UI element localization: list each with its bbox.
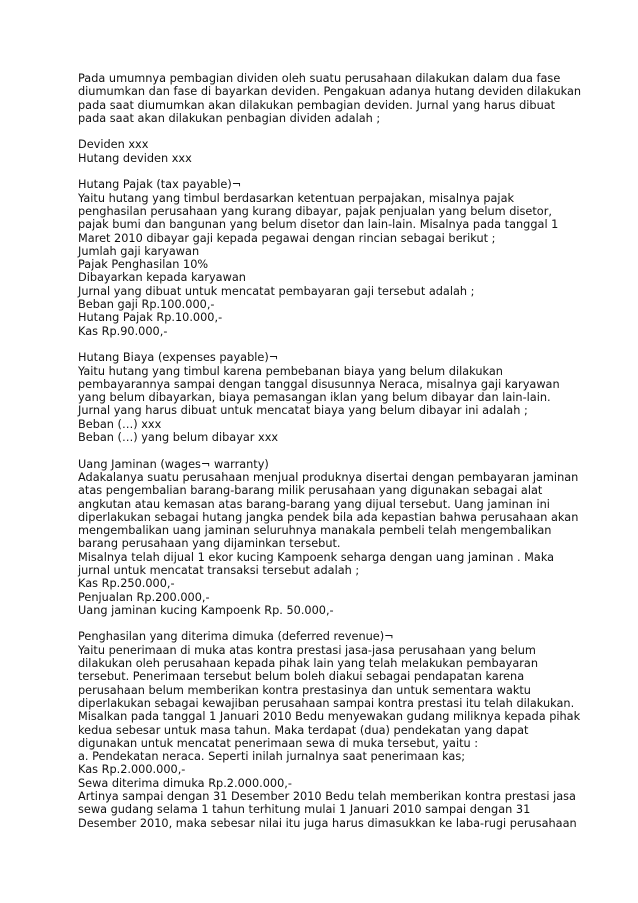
text-line: diperlakukan sebagai kewajiban perusahaan sampai kontra prestasi itu telah dilakukan. xyxy=(78,696,575,710)
text-line: Misalkan pada tanggal 1 Januari 2010 Bedu menyewakan gudang miliknya kepada pihak xyxy=(78,710,581,724)
journal-line: Kas Rp.250.000,- xyxy=(78,577,175,591)
text-line: Artinya sampai dengan 31 Desember 2010 Bedu telah memberikan kontra prestasi jasa xyxy=(78,790,576,804)
text-line: jurnal untuk mencatat transaksi tersebut adalah ; xyxy=(78,563,360,577)
journal-line: Kas Rp.90.000,- xyxy=(78,324,168,338)
text-line: Jumlah gaji karyawan xyxy=(78,244,200,258)
section-heading: Penghasilan yang diterima dimuka (deferred revenue)¬ xyxy=(78,630,394,644)
text-line: Yaitu hutang yang timbul berdasarkan ketentuan perpajakan, misalnya pajak xyxy=(78,191,515,205)
journal-line: Beban (…) xxx xyxy=(78,417,162,431)
text-line: sewa gudang selama 1 tahun terhitung mulai 1 Januari 2010 sampai dengan 31 xyxy=(78,803,531,817)
text-line: diumumkan dan fase di bayarkan deviden. Pengakuan adanya hutang deviden dilakukan xyxy=(78,85,582,99)
tax-payable-section xyxy=(78,178,568,338)
section-heading: Uang Jaminan (wages¬ warranty) xyxy=(78,457,269,471)
text-line: atas pengembalian barang-barang milik perusahaan yang digunakan sebagai alat xyxy=(78,484,543,498)
text-line: pembayarannya sampai dengan tanggal disusunnya Neraca, misalnya gaji karyawan xyxy=(78,377,560,391)
journal-line: Hutang deviden xxx xyxy=(78,151,192,165)
text-line: Jurnal yang harus dibuat untuk mencatat biaya yang belum dibayar ini adalah ; xyxy=(78,404,528,418)
journal-line: Sewa diterima dimuka Rp.2.000.000,- xyxy=(78,776,292,790)
text-line: Maret 2010 dibayar gaji kepada pegawai dengan rincian sebagai berikut ; xyxy=(78,231,496,245)
paragraph-gap xyxy=(78,617,568,630)
paragraph-gap xyxy=(78,125,568,138)
text-line: a. Pendekatan neraca. Seperti inilah jurnalnya saat penerimaan kas; xyxy=(78,750,466,764)
text-line: tersebut. Penerimaan tersebut belum boleh diakui sebagai pendapatan karena xyxy=(78,670,525,684)
text-line: yang belum dibayarkan, biaya pemasangan iklan yang belum dibayar dan lain-lain. xyxy=(78,391,551,405)
text-line: pada saat akan dilakukan penbagian dividen adalah ; xyxy=(78,111,381,125)
section-heading: Hutang Pajak (tax payable)¬ xyxy=(78,178,242,192)
section-heading: Hutang Biaya (expenses payable)¬ xyxy=(78,351,279,365)
journal-line: Penjualan Rp.200.000,- xyxy=(78,590,210,604)
text-line: barang perusahaan yang dijaminkan tersebut. xyxy=(78,537,341,551)
text-line: Pada umumnya pembagian dividen oleh suatu perusahaan dilakukan dalam dua fase xyxy=(78,72,561,85)
text-line: digunakan untuk mencatat penerimaan sewa di muka tersebut, yaitu : xyxy=(78,736,479,750)
paragraph-gap xyxy=(78,444,568,457)
journal-line: Hutang Pajak Rp.10.000,- xyxy=(78,311,223,325)
text-line: Yaitu penerimaan di muka atas kontra prestasi jasa-jasa perusahaan yang belum xyxy=(78,643,536,657)
journal-line: Kas Rp.2.000.000,- xyxy=(78,763,186,777)
expenses-payable-section xyxy=(78,351,568,444)
deferred-revenue-section xyxy=(78,630,581,830)
text-line: pajak bumi dan bangunan yang belum disetor dan lain-lain. Misalnya pada tanggal 1 xyxy=(78,218,559,232)
intro-paragraph xyxy=(78,72,582,125)
text-line: kedua sebesar untuk masa tahun. Maka terdapat (dua) pendekatan yang dapat xyxy=(78,723,529,737)
text-line: diperlakukan sebagai hutang jangka pendek bila ada kepastian bahwa perusahaan akan xyxy=(78,510,579,524)
text-line: Adakalanya suatu perusahaan menjual produknya disertai dengan pembayaran jaminan xyxy=(78,470,579,484)
text-line: Pajak Penghasilan 10% xyxy=(78,258,209,272)
text-line: pada saat diumumkan akan dilakukan pembagian deviden. Jurnal yang harus dibuat xyxy=(78,98,556,112)
paragraph-gap xyxy=(78,338,568,351)
journal-line: Beban gaji Rp.100.000,- xyxy=(78,298,215,312)
text-line: Jurnal yang dibuat untuk mencatat pembayaran gaji tersebut adalah ; xyxy=(78,284,475,298)
journal-line: Uang jaminan kucing Kampoenk Rp. 50.000,- xyxy=(78,603,334,617)
text-line: mengembalikan uang jaminan seluruhnya manakala pembeli telah mengembalikan xyxy=(78,524,552,538)
text-line: Misalnya telah dijual 1 ekor kucing Kampoenk seharga dengan uang jaminan . Maka xyxy=(78,550,555,564)
paragraph-gap xyxy=(78,165,568,178)
text-line: angkutan atau kemasan atas barang-barang yang dijual tersebut. Uang jaminan ini xyxy=(78,497,550,511)
journal-line: Deviden xxx xyxy=(78,138,149,152)
text-line: dilakukan oleh perusahaan kepada pihak lain yang telah melakukan pembayaran xyxy=(78,657,538,671)
text-line: Dibayarkan kepada karyawan xyxy=(78,271,246,285)
text-line: penghasilan perusahaan yang kurang dibayar, pajak penjualan yang belum disetor, xyxy=(78,204,552,218)
text-line: Yaitu hutang yang timbul karena pembebanan biaya yang belum dilakukan xyxy=(78,364,503,378)
text-line: Desember 2010, maka sebesar nilai itu juga harus dimasukkan ke laba-rugi perusahaan xyxy=(78,816,577,830)
dividen-journal xyxy=(78,138,568,165)
journal-line: Beban (…) yang belum dibayar xxx xyxy=(78,431,279,445)
text-line: perusahaan belum memberikan kontra prestasinya dan untuk sementara waktu xyxy=(78,683,531,697)
warranty-section xyxy=(78,457,579,618)
